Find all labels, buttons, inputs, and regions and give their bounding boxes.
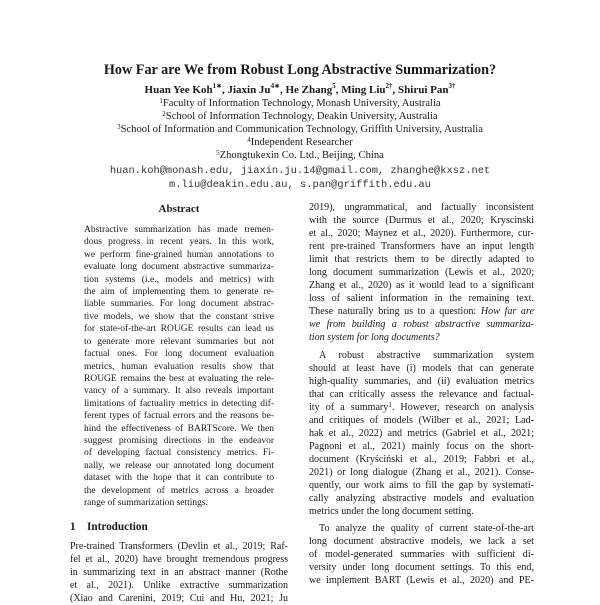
author-list: Huan Yee Koh$^{1∗}$, Jiaxin $Ju^{4∗}$, He Zhang$^5$, Ming Liu$^{2\dagger}$, Shirui Pan$^{3\dagger}$ xyxy=(144,82,456,96)
author: Shirui Pan$^{3\dagger}$ xyxy=(398,82,456,96)
abstract-line: limitations of factuality metrics in detecting dif- xyxy=(84,398,274,409)
body-line: et al., 2020; Maynez et al., 2020). Furthermore, cur- xyxy=(309,228,534,240)
left-column xyxy=(70,203,288,605)
email-line: huan.koh@monash.edu, jiaxin.ju.14@gmail.com, zhanghe@kxsz.net xyxy=(109,165,491,177)
abstract-line: the aim of implementing them to generate re- xyxy=(84,287,274,298)
body-line: of model-generated summaries with sufficient di- xyxy=(309,549,534,561)
affiliation: $^2$School of Information Technology, Deakin University, Australia xyxy=(162,110,438,122)
body-line: we implement BART (Lewis et al., 2020) and PE- xyxy=(309,575,534,587)
body-line: loss of salient information in the remaining text. xyxy=(309,293,534,305)
body-line: fel et al., 2020) have brought tremendous progress xyxy=(70,554,288,566)
body-line: Zhang et al., 2020) as it would lead to a significant xyxy=(309,280,534,292)
author: Jiaxin $Ju^{4∗}$ xyxy=(227,82,280,96)
body-line: versity under long document settings. To this end, xyxy=(309,562,534,574)
abstract-line: vancy of a summary. It also reveals important xyxy=(84,386,274,397)
abstract-line: ROUGE remains the best at evaluating the rele- xyxy=(84,373,274,384)
abstract-line: ferent types of factual errors and the reasons be- xyxy=(84,411,274,422)
body-line: ity of a summary$^1$. However, research on analysis xyxy=(309,400,534,413)
body-line: cally analyzing abstractive models and evaluation xyxy=(309,493,534,505)
abstract-line: tion systems (i.e., models and metrics) with xyxy=(84,274,274,285)
section-title: Introduction xyxy=(87,521,148,534)
right-column xyxy=(309,201,534,587)
body-line: rent pre-trained Transformers have an input length xyxy=(309,241,534,253)
author: He Zhang$^5$ xyxy=(285,82,336,96)
body-line: high-quality summaries, and (ii) evaluation metrics xyxy=(309,375,534,387)
abstract-line: of developing factual consistency metrics. Fi- xyxy=(84,448,274,459)
author: Ming Liu$^{2\dagger}$ xyxy=(341,82,393,96)
body-line: limit that restricts them to be directly adapted to xyxy=(309,254,534,266)
affiliation-list xyxy=(0,97,600,162)
body-line: long document abstractive models, we lack a set xyxy=(309,536,534,548)
body-line: Pagnoni et al., 2021) mainly focus on the short- xyxy=(309,440,534,452)
body-line: document (Kryściński et al., 2019; Fabbri et al., xyxy=(309,453,534,465)
email-line: m.liu@deakin.edu.au, s.pan@griffith.edu.au xyxy=(169,179,431,191)
introduction-body xyxy=(70,540,288,605)
abstract-line: dataset with the hope that it can contribute to xyxy=(84,473,274,484)
body-line: long document summarization (Lewis et al., 2020; xyxy=(309,267,534,279)
research-question-line: tion system for long documents? xyxy=(309,332,440,344)
abstract-line: suggest promising directions in the endeavor xyxy=(84,435,274,446)
body-line: (Xiao and Carenini, 2019; Cui and Hu, 2021; Ju xyxy=(70,593,288,605)
abstract-line: range of summarization settings. xyxy=(84,497,208,508)
body-line: quently, our work aims to fill the gap by systemati- xyxy=(309,479,534,491)
email-list xyxy=(0,164,600,192)
body-line: 2021) or long dialogue (Zhang et al., 2021). Conse- xyxy=(309,466,534,478)
abstract-line: to generate more relevant summaries but not xyxy=(84,336,274,347)
paper-title: How Far are We from Robust Long Abstractive Summarization? xyxy=(103,62,497,78)
abstract-heading: Abstract xyxy=(158,203,200,215)
abstract-line: evaluate long document abstractive summariza- xyxy=(84,262,274,273)
author: Huan Yee Koh$^{1∗}$ xyxy=(144,82,222,96)
affiliation: $^5$Zhongtukexin Co. Ltd., Beijing, China xyxy=(216,149,384,161)
affiliation: $^4$Independent Researcher xyxy=(247,136,353,148)
abstract-line: the development of metrics across a broader xyxy=(84,485,274,496)
abstract-line: nally, we release our annotated long document xyxy=(84,460,274,471)
affiliation: $^3$School of Information and Communication Technology, Griffith University, Australia xyxy=(117,123,483,135)
body-line: A robust abstractive summarization system xyxy=(319,349,534,361)
body-line: To analyze the quality of current state-of-the-art xyxy=(319,523,534,535)
footnote-marker[interactable]: 1 xyxy=(388,400,392,409)
abstract-line: hind the effectiveness of BARTScore. We then xyxy=(84,423,274,434)
abstract-line: we perform fine-grained human annotations to xyxy=(84,249,274,260)
abstract-line: factual ones. For long document evaluation xyxy=(84,349,274,360)
abstract-line: metrics, human evaluation results show that xyxy=(84,361,274,372)
abstract-line: liable summaries. For long document abstrac- xyxy=(84,299,274,310)
body-line: should at least have (i) models that can generate xyxy=(309,362,534,374)
section-heading-introduction xyxy=(70,521,288,534)
body-line: et al., 2021). Unlike extractive summarization xyxy=(70,580,288,592)
abstract-line: dous progress in recent years. In this work, xyxy=(84,237,274,248)
body-line: and critiques of models (Wilber et al., 2021; Lad- xyxy=(309,414,534,426)
abstract-line: tive models, we show that the constant strive xyxy=(84,311,274,322)
body-line: 2019), ungrammatical, and factually inconsistent xyxy=(309,202,534,213)
section-number: 1 xyxy=(70,521,76,534)
body-line: Pre-trained Transformers (Devlin et al., 2019; Raf- xyxy=(70,541,288,553)
research-question-line: These naturally bring us to a question: How far are xyxy=(309,306,535,318)
body-line: that can critically assess the relevance and factual- xyxy=(309,388,534,400)
research-question-line: we from building a robust abstractive summariza- xyxy=(309,319,534,331)
body-line: with the source (Durmus et al., 2020; Kryscinski xyxy=(309,215,534,227)
abstract-line: Abstractive summarization has made tremen- xyxy=(84,225,274,236)
abstract-body xyxy=(84,224,274,509)
body-line: in summarizing text in an abstract manner (Rothe xyxy=(70,567,288,579)
affiliation: $^1$Faculty of Information Technology, Monash University, Australia xyxy=(159,97,441,109)
body-line: metrics under the long document setting. xyxy=(309,506,474,518)
body-line: hak et al., 2022) and metrics (Gabriel et al., 2021; xyxy=(309,427,534,439)
abstract-line: for state-of-the-art ROUGE results can lead us xyxy=(84,324,274,335)
